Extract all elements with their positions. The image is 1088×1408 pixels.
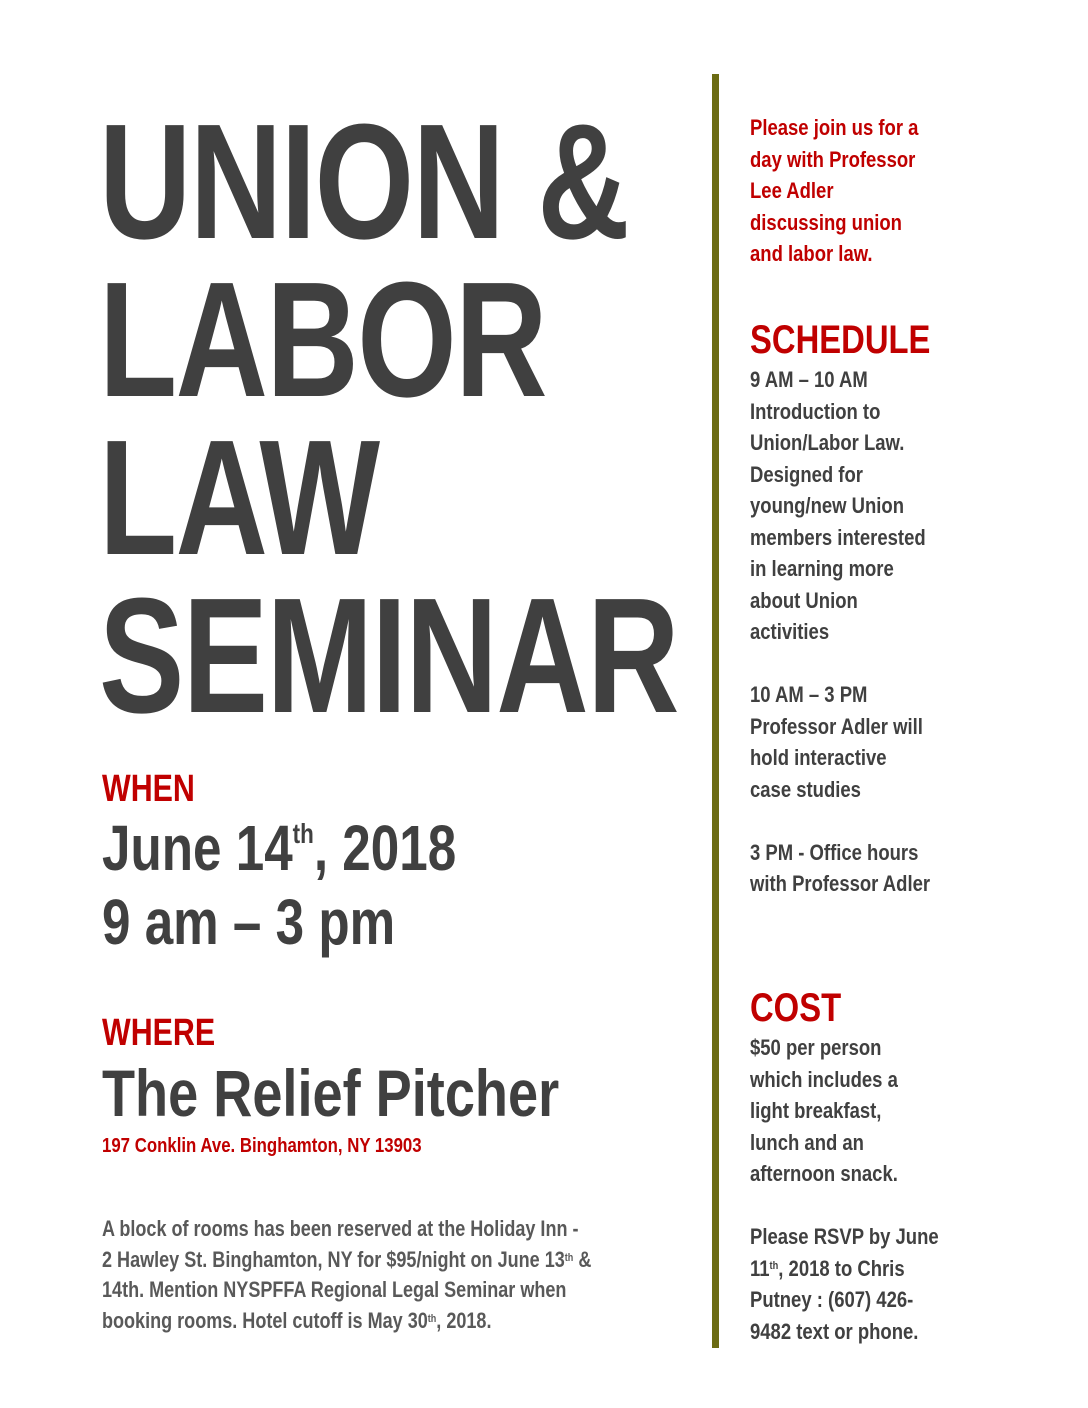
schedule-line: 9 AM – 10 AM xyxy=(750,367,868,392)
title-line-4: SEMINAR xyxy=(99,564,678,747)
event-date xyxy=(102,812,457,884)
schedule-line: members interested xyxy=(750,524,926,550)
schedule-line: in learning more xyxy=(750,556,894,581)
sidebar-intro xyxy=(750,112,918,270)
where-label: WHERE xyxy=(102,1012,216,1054)
schedule-line: activities xyxy=(750,619,830,644)
schedule-line: Designed for xyxy=(750,461,863,487)
vertical-divider xyxy=(712,74,719,1348)
schedule-spacer xyxy=(750,648,930,680)
event-date-year: , 2018 xyxy=(313,812,457,884)
title-line-1: UNION & xyxy=(99,90,629,273)
schedule-line: 3 PM - Office hours xyxy=(750,839,919,865)
rsvp-line: 11th, 2018 to Chris xyxy=(750,1255,905,1281)
schedule-line: 10 AM – 3 PM xyxy=(750,682,868,707)
rsvp-line: 9482 text or phone. xyxy=(750,1318,919,1344)
schedule-line: about Union xyxy=(750,587,858,613)
schedule-line: young/new Union xyxy=(750,493,904,518)
rsvp-line: Putney : (607) 426- xyxy=(750,1287,914,1312)
cost-line: lunch and an xyxy=(750,1129,864,1155)
title-line-3: LAW xyxy=(99,406,379,589)
schedule-line: Union/Labor Law. xyxy=(750,430,905,455)
cost-line: afternoon snack. xyxy=(750,1161,898,1186)
schedule-spacer xyxy=(750,805,930,837)
cost-line: $50 per person xyxy=(750,1035,882,1060)
schedule-line: hold interactive xyxy=(750,745,887,770)
hotel-note-line: booking rooms. Hotel cutoff is May 30th, 2018. xyxy=(102,1307,492,1333)
schedule-list xyxy=(750,364,930,900)
intro-line: Please join us for a xyxy=(750,115,919,140)
venue-address: 197 Conklin Ave. Binghamton, NY 13903 xyxy=(102,1135,422,1157)
intro-line: and labor law. xyxy=(750,241,873,266)
event-date-suffix: th xyxy=(292,818,314,849)
when-label: WHEN xyxy=(102,768,195,810)
hotel-note xyxy=(102,1214,668,1336)
schedule-line: Introduction to xyxy=(750,398,881,424)
hotel-note-line: A block of rooms has been reserved at the Holiday Inn - xyxy=(102,1216,579,1241)
title-line-2: LABOR xyxy=(99,248,546,431)
cost-heading: COST xyxy=(750,986,842,1030)
intro-line: discussing union xyxy=(750,209,902,235)
schedule-heading: SCHEDULE xyxy=(750,318,931,362)
schedule-line: Professor Adler will xyxy=(750,713,923,739)
venue-name: The Relief Pitcher xyxy=(102,1056,560,1130)
schedule-line: with Professor Adler xyxy=(750,871,931,896)
cost-details xyxy=(750,1032,939,1347)
schedule-line: case studies xyxy=(750,776,861,802)
cost-line: which includes a xyxy=(750,1066,898,1092)
hotel-note-line: 14th. Mention NYSPFFA Regional Legal Seminar when xyxy=(102,1277,567,1302)
rsvp-line: Please RSVP by June xyxy=(750,1224,939,1249)
hotel-note-line: 2 Hawley St. Binghamton, NY for $95/night on June 13th & xyxy=(102,1246,592,1272)
event-time: 9 am – 3 pm xyxy=(102,886,396,958)
intro-line: Lee Adler xyxy=(750,178,834,203)
cost-spacer xyxy=(750,1190,939,1222)
intro-line: day with Professor xyxy=(750,146,916,172)
cost-line: light breakfast, xyxy=(750,1098,882,1123)
event-date-main: June 14 xyxy=(102,812,293,884)
